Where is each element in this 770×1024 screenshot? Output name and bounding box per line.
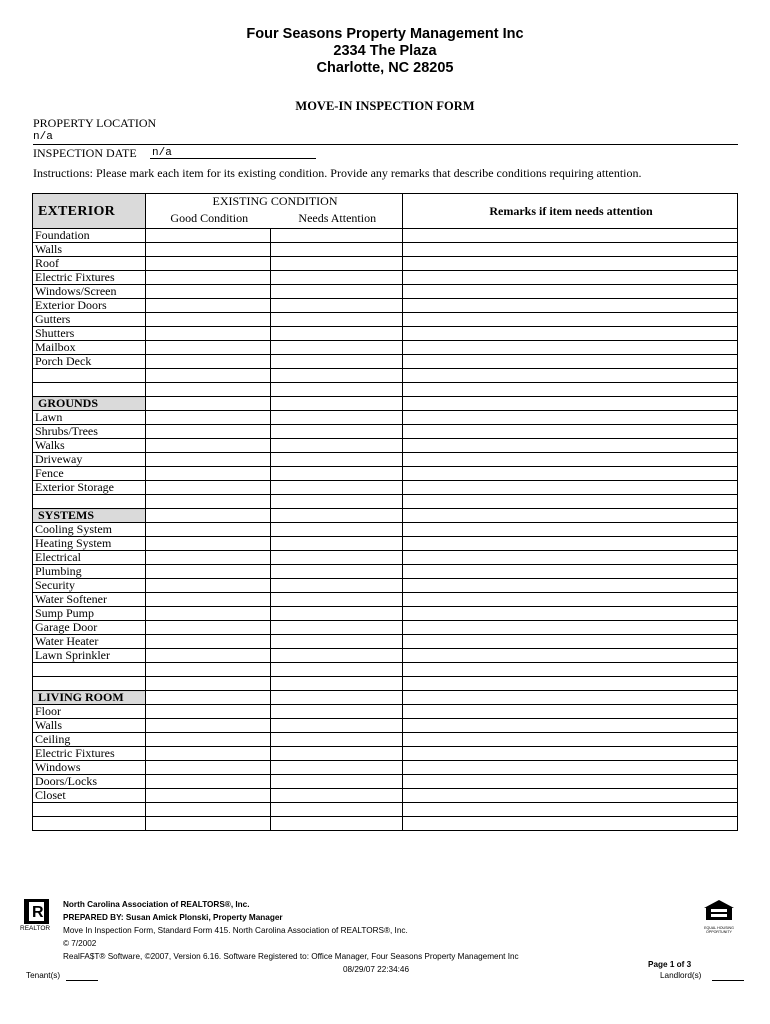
section-row — [33, 509, 738, 523]
table-row — [33, 425, 738, 439]
needs-attention-cell[interactable] — [271, 369, 403, 383]
table-row — [33, 327, 738, 341]
table-row — [33, 705, 738, 719]
item-label: Closet — [33, 789, 146, 803]
remarks-cell[interactable] — [403, 467, 738, 481]
instructions-text: Instructions: Please mark each item for its existing condition. Provide any remarks that describe conditions requiring attention. — [33, 166, 642, 180]
good-condition-cell[interactable] — [146, 425, 271, 439]
needs-attention-cell[interactable] — [271, 453, 403, 467]
company-name: Four Seasons Property Management Inc — [246, 26, 524, 42]
remarks-cell[interactable] — [403, 355, 738, 369]
needs-attention-cell[interactable] — [271, 467, 403, 481]
tenant-initials-line[interactable] — [66, 980, 98, 981]
good-condition-cell[interactable] — [146, 523, 271, 537]
remarks-cell[interactable] — [403, 593, 738, 607]
good-condition-cell[interactable] — [146, 369, 271, 383]
good-condition-cell[interactable] — [146, 761, 271, 775]
needs-attention-cell[interactable] — [271, 761, 403, 775]
needs-attention-cell[interactable] — [271, 509, 403, 523]
item-label: Driveway — [33, 453, 146, 467]
existing-condition-header: EXISTING CONDITION — [146, 194, 403, 210]
remarks-cell[interactable] — [403, 817, 738, 831]
table-row — [33, 607, 738, 621]
good-condition-cell[interactable] — [146, 607, 271, 621]
remarks-cell[interactable] — [403, 369, 738, 383]
table-row — [33, 481, 738, 495]
remarks-cell[interactable] — [403, 537, 738, 551]
page-number: Page 1 of 3 — [648, 960, 692, 969]
remarks-cell[interactable] — [403, 719, 738, 733]
needs-attention-cell[interactable] — [271, 425, 403, 439]
remarks-cell[interactable] — [403, 579, 738, 593]
good-condition-cell[interactable] — [146, 285, 271, 299]
good-condition-cell[interactable] — [146, 719, 271, 733]
table-row — [33, 495, 738, 509]
good-condition-cell[interactable] — [146, 705, 271, 719]
needs-attention-cell[interactable] — [271, 397, 403, 411]
form-date: © 7/2002 — [63, 939, 97, 948]
item-label: Roof — [33, 257, 146, 271]
needs-attention-cell[interactable] — [271, 803, 403, 817]
table-row — [33, 285, 738, 299]
good-condition-cell[interactable] — [146, 733, 271, 747]
needs-attention-cell[interactable] — [271, 733, 403, 747]
item-label: Water Heater — [33, 635, 146, 649]
table-row — [33, 313, 738, 327]
needs-attention-cell[interactable] — [271, 719, 403, 733]
needs-attention-cell[interactable] — [271, 299, 403, 313]
inspection-table — [32, 193, 738, 831]
good-condition-cell[interactable] — [146, 397, 271, 411]
good-condition-cell[interactable] — [146, 383, 271, 397]
needs-attention-cell[interactable] — [271, 593, 403, 607]
remarks-cell[interactable] — [403, 495, 738, 509]
item-label: Gutters — [33, 313, 146, 327]
table-row — [33, 523, 738, 537]
item-label: Garage Door — [33, 621, 146, 635]
remarks-cell[interactable] — [403, 257, 738, 271]
table-row — [33, 369, 738, 383]
needs-attention-cell[interactable] — [271, 691, 403, 705]
item-label: Windows/Screen — [33, 285, 146, 299]
table-row — [33, 411, 738, 425]
good-condition-cell[interactable] — [146, 691, 271, 705]
needs-attention-cell[interactable] — [271, 383, 403, 397]
remarks-cell[interactable] — [403, 425, 738, 439]
item-label — [33, 495, 146, 509]
table-row — [33, 677, 738, 691]
remarks-cell[interactable] — [403, 705, 738, 719]
table-row — [33, 733, 738, 747]
remarks-cell[interactable] — [403, 299, 738, 313]
remarks-header: Remarks if item needs attention — [403, 194, 738, 229]
section-exterior: EXTERIOR — [33, 194, 146, 229]
good-condition-cell[interactable] — [146, 327, 271, 341]
needs-attention-cell[interactable] — [271, 271, 403, 285]
remarks-cell[interactable] — [403, 397, 738, 411]
table-row — [33, 453, 738, 467]
good-condition-cell[interactable] — [146, 775, 271, 789]
equal-housing-text: EQUAL HOUSING OPPORTUNITY — [704, 926, 734, 934]
good-condition-cell[interactable] — [146, 635, 271, 649]
good-condition-cell[interactable] — [146, 299, 271, 313]
good-condition-cell[interactable] — [146, 789, 271, 803]
needs-attention-cell[interactable] — [271, 635, 403, 649]
table-row — [33, 537, 738, 551]
item-label: Walls — [33, 243, 146, 257]
needs-attention-cell[interactable] — [271, 243, 403, 257]
table-row — [33, 439, 738, 453]
table-row — [33, 551, 738, 565]
remarks-cell[interactable] — [403, 313, 738, 327]
needs-attention-cell[interactable] — [271, 705, 403, 719]
remarks-cell[interactable] — [403, 775, 738, 789]
item-label: Ceiling — [33, 733, 146, 747]
needs-attention-cell[interactable] — [271, 579, 403, 593]
table-row — [33, 761, 738, 775]
needs-attention-cell[interactable] — [271, 747, 403, 761]
good-condition-cell[interactable] — [146, 509, 271, 523]
remarks-cell[interactable] — [403, 523, 738, 537]
item-label: Walks — [33, 439, 146, 453]
item-label: Lawn — [33, 411, 146, 425]
table-row — [33, 467, 738, 481]
needs-attention-cell[interactable] — [271, 411, 403, 425]
needs-attention-cell[interactable] — [271, 229, 403, 243]
needs-attention-cell[interactable] — [271, 663, 403, 677]
good-condition-cell[interactable] — [146, 341, 271, 355]
table-row — [33, 719, 738, 733]
remarks-cell[interactable] — [403, 621, 738, 635]
form-title: MOVE-IN INSPECTION FORM — [295, 99, 475, 113]
remarks-cell[interactable] — [403, 663, 738, 677]
good-condition-cell[interactable] — [146, 439, 271, 453]
item-label: Electric Fixtures — [33, 747, 146, 761]
item-label — [33, 383, 146, 397]
good-condition-cell[interactable] — [146, 565, 271, 579]
section-heading: SYSTEMS — [33, 509, 146, 523]
item-label: Foundation — [33, 229, 146, 243]
association-name: North Carolina Association of REALTORS®, Inc. — [63, 900, 250, 909]
good-condition-cell[interactable] — [146, 579, 271, 593]
item-label: Doors/Locks — [33, 775, 146, 789]
prepared-by: PREPARED BY: Susan Amick Plonski, Property Manager — [63, 913, 283, 922]
good-condition-cell[interactable] — [146, 677, 271, 691]
good-condition-cell[interactable] — [146, 453, 271, 467]
item-label — [33, 817, 146, 831]
good-condition-cell[interactable] — [146, 411, 271, 425]
table-row — [33, 663, 738, 677]
item-label: Cooling System — [33, 523, 146, 537]
item-label — [33, 369, 146, 383]
needs-attention-cell[interactable] — [271, 565, 403, 579]
property-location-line — [33, 144, 738, 145]
item-label: Water Softener — [33, 593, 146, 607]
needs-attention-cell[interactable] — [271, 313, 403, 327]
table-row — [33, 243, 738, 257]
needs-attention-cell[interactable] — [271, 789, 403, 803]
remarks-cell[interactable] — [403, 383, 738, 397]
good-condition-cell[interactable] — [146, 243, 271, 257]
needs-attention-cell[interactable] — [271, 481, 403, 495]
table-row — [33, 299, 738, 313]
realtor-mark: REALTOR — [20, 925, 51, 932]
table-row — [33, 803, 738, 817]
remarks-cell[interactable] — [403, 271, 738, 285]
good-condition-cell[interactable] — [146, 257, 271, 271]
item-label — [33, 663, 146, 677]
landlord-label: Landlord(s) — [660, 971, 702, 980]
item-label: Walls — [33, 719, 146, 733]
table-row — [33, 635, 738, 649]
remarks-cell[interactable] — [403, 649, 738, 663]
needs-attention-cell[interactable] — [271, 523, 403, 537]
table-row — [33, 593, 738, 607]
needs-attention-cell[interactable] — [271, 817, 403, 831]
remarks-cell[interactable] — [403, 691, 738, 705]
good-condition-cell[interactable] — [146, 313, 271, 327]
remarks-cell[interactable] — [403, 243, 738, 257]
good-condition-cell[interactable] — [146, 593, 271, 607]
item-label: Electrical — [33, 551, 146, 565]
needs-attention-cell[interactable] — [271, 621, 403, 635]
remarks-cell[interactable] — [403, 551, 738, 565]
good-condition-cell[interactable] — [146, 537, 271, 551]
good-condition-cell[interactable] — [146, 817, 271, 831]
needs-attention-cell[interactable] — [271, 495, 403, 509]
item-label: Exterior Storage — [33, 481, 146, 495]
good-condition-cell[interactable] — [146, 649, 271, 663]
table-row — [33, 649, 738, 663]
remarks-cell[interactable] — [403, 509, 738, 523]
good-condition-cell[interactable] — [146, 229, 271, 243]
needs-attention-cell[interactable] — [271, 607, 403, 621]
needs-attention-cell[interactable] — [271, 551, 403, 565]
equal-housing-icon — [702, 899, 736, 934]
item-label: Shrubs/Trees — [33, 425, 146, 439]
property-location-label: PROPERTY LOCATION — [33, 116, 157, 130]
needs-attention-cell[interactable] — [271, 341, 403, 355]
timestamp: 08/29/07 22:34:46 — [343, 965, 410, 974]
remarks-cell[interactable] — [403, 747, 738, 761]
item-label: Security — [33, 579, 146, 593]
needs-attention-cell[interactable] — [271, 439, 403, 453]
needs-attention-cell[interactable] — [271, 677, 403, 691]
item-label — [33, 677, 146, 691]
good-condition-cell[interactable] — [146, 621, 271, 635]
table-row — [33, 355, 738, 369]
section-heading: GROUNDS — [33, 397, 146, 411]
item-label: Windows — [33, 761, 146, 775]
remarks-cell[interactable] — [403, 453, 738, 467]
good-condition-cell[interactable] — [146, 271, 271, 285]
form-reference: Move In Inspection Form, Standard Form 415. North Carolina Association of REALTORS®, Inc. — [63, 926, 408, 935]
table-row — [33, 817, 738, 831]
remarks-cell[interactable] — [403, 411, 738, 425]
table-row — [33, 229, 738, 243]
item-label: Shutters — [33, 327, 146, 341]
inspection-date-line — [150, 158, 316, 159]
table-row — [33, 747, 738, 761]
remarks-cell[interactable] — [403, 481, 738, 495]
good-condition-cell[interactable] — [146, 355, 271, 369]
table-row — [33, 383, 738, 397]
needs-attention-cell[interactable] — [271, 257, 403, 271]
remarks-cell[interactable] — [403, 677, 738, 691]
good-condition-header: Good Condition — [146, 209, 271, 229]
company-address: 2334 The Plaza — [333, 43, 437, 59]
item-label: Mailbox — [33, 341, 146, 355]
needs-attention-header: Needs Attention — [271, 209, 403, 229]
good-condition-cell[interactable] — [146, 747, 271, 761]
table-row — [33, 621, 738, 635]
tenant-label: Tenant(s) — [26, 971, 61, 980]
remarks-cell[interactable] — [403, 229, 738, 243]
good-condition-cell[interactable] — [146, 481, 271, 495]
needs-attention-cell[interactable] — [271, 327, 403, 341]
needs-attention-cell[interactable] — [271, 649, 403, 663]
needs-attention-cell[interactable] — [271, 775, 403, 789]
item-label: Electric Fixtures — [33, 271, 146, 285]
table-row — [33, 341, 738, 355]
item-label: Sump Pump — [33, 607, 146, 621]
remarks-cell[interactable] — [403, 803, 738, 817]
needs-attention-cell[interactable] — [271, 355, 403, 369]
remarks-cell[interactable] — [403, 761, 738, 775]
realtor-logo: R — [24, 899, 49, 924]
good-condition-cell[interactable] — [146, 663, 271, 677]
item-label: Fence — [33, 467, 146, 481]
item-label: Lawn Sprinkler — [33, 649, 146, 663]
needs-attention-cell[interactable] — [271, 285, 403, 299]
table-row — [33, 579, 738, 593]
remarks-cell[interactable] — [403, 565, 738, 579]
section-row — [33, 691, 738, 705]
company-city: Charlotte, NC 28205 — [316, 60, 454, 76]
remarks-cell[interactable] — [403, 439, 738, 453]
needs-attention-cell[interactable] — [271, 537, 403, 551]
inspection-date-label: INSPECTION DATE — [33, 146, 137, 160]
inspection-date-value[interactable]: n/a — [152, 147, 172, 159]
remarks-cell[interactable] — [403, 733, 738, 747]
item-label: Porch Deck — [33, 355, 146, 369]
remarks-cell[interactable] — [403, 607, 738, 621]
good-condition-cell[interactable] — [146, 551, 271, 565]
item-label: Floor — [33, 705, 146, 719]
item-label: Plumbing — [33, 565, 146, 579]
good-condition-cell[interactable] — [146, 803, 271, 817]
table-row — [33, 257, 738, 271]
good-condition-cell[interactable] — [146, 467, 271, 481]
item-label: Heating System — [33, 537, 146, 551]
landlord-initials-line[interactable] — [712, 980, 744, 981]
section-heading: LIVING ROOM — [33, 691, 146, 705]
remarks-cell[interactable] — [403, 635, 738, 649]
software-info: RealFA$T® Software, ©2007, Version 6.16. Software Registered to: Office Manager, Four Seasons Property Management Inc — [63, 952, 519, 961]
table-row — [33, 789, 738, 803]
table-row — [33, 775, 738, 789]
item-label: Exterior Doors — [33, 299, 146, 313]
item-label — [33, 803, 146, 817]
remarks-cell[interactable] — [403, 285, 738, 299]
section-row — [33, 397, 738, 411]
table-row — [33, 271, 738, 285]
table-row — [33, 565, 738, 579]
remarks-cell[interactable] — [403, 341, 738, 355]
good-condition-cell[interactable] — [146, 495, 271, 509]
remarks-cell[interactable] — [403, 789, 738, 803]
property-location-value[interactable]: n/a — [33, 131, 53, 143]
remarks-cell[interactable] — [403, 327, 738, 341]
